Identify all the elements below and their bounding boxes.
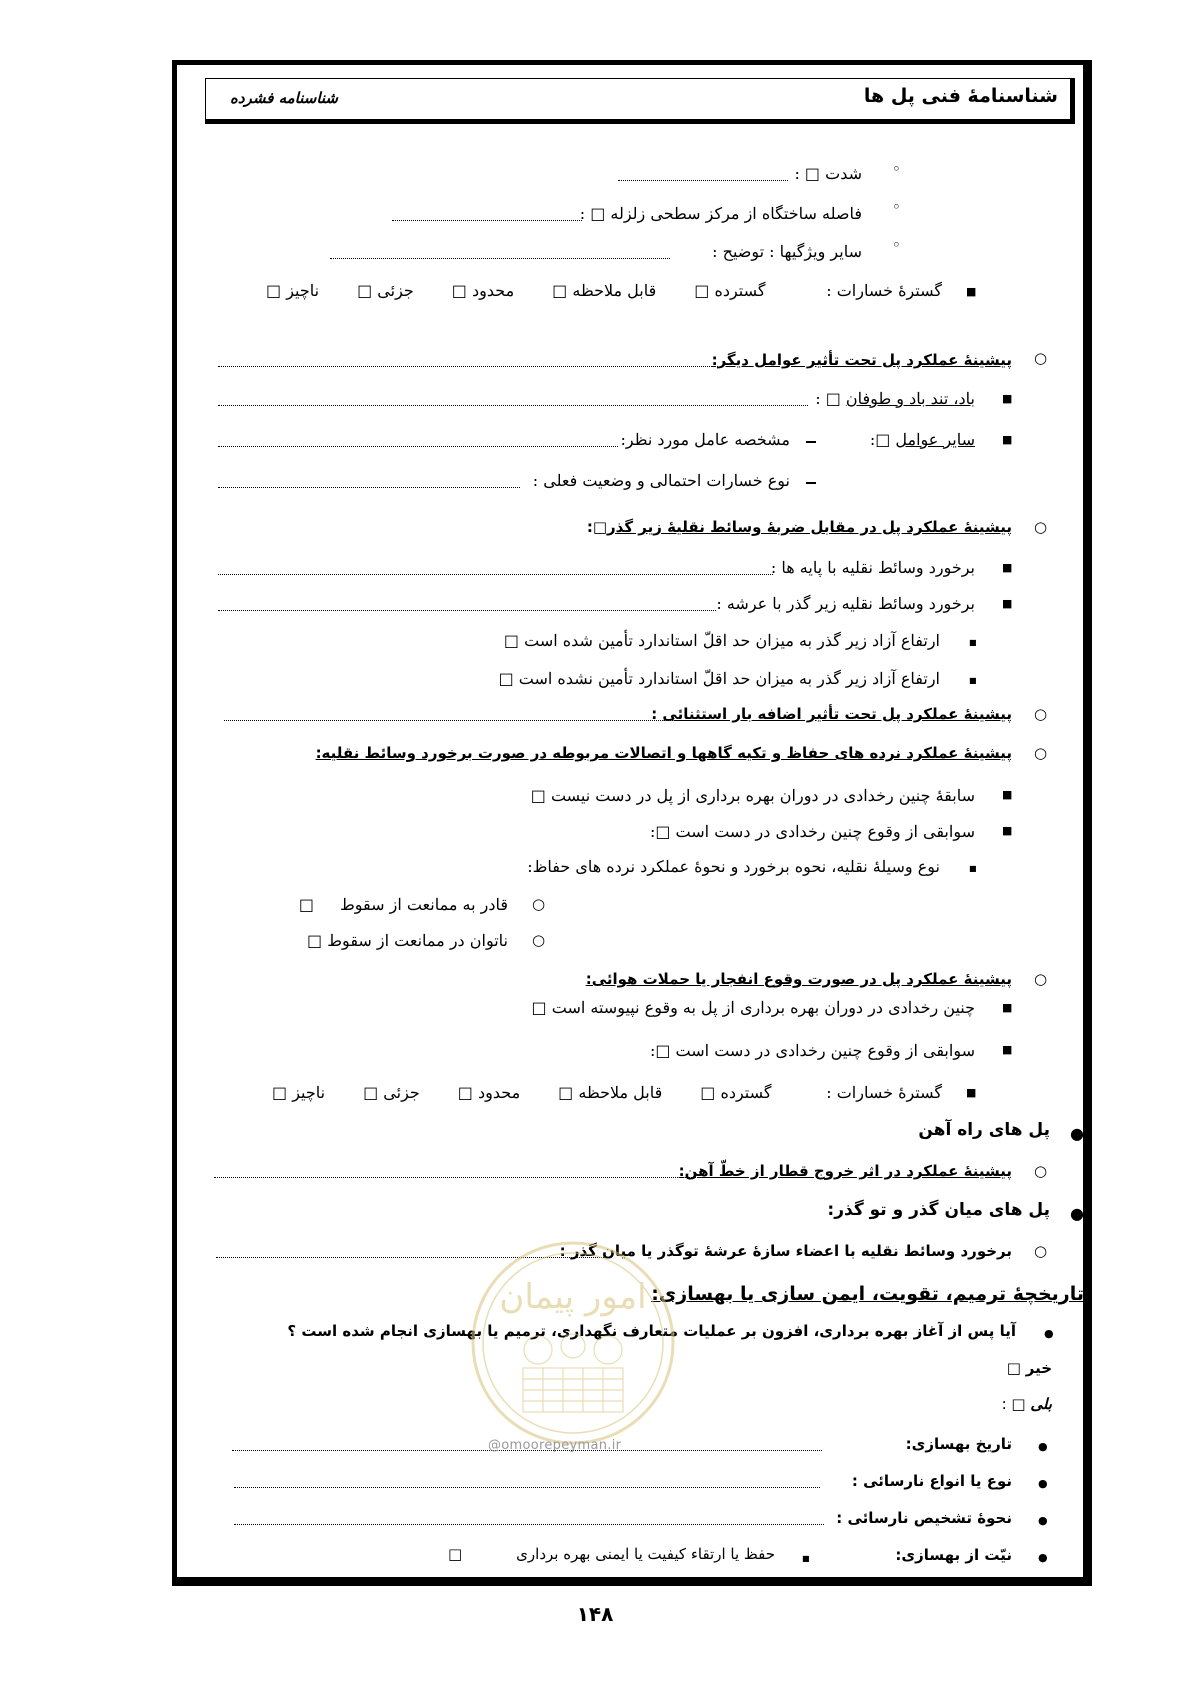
small-square-bullet-icon: ■ — [969, 676, 977, 685]
fill-line — [218, 405, 808, 406]
history-title: تاریخچۀ ترمیم، تقویت، ایمن سازی یا بهسازی: — [651, 1283, 1084, 1305]
fill-line — [224, 720, 699, 721]
square-bullet-icon: ■ — [966, 285, 977, 298]
intensity-label: شدت □ : — [794, 164, 862, 183]
other-factors-label: سایر عوامل □: — [869, 430, 975, 449]
damage-options-row-2 — [272, 1082, 772, 1104]
damage-option-negligible[interactable]: ناچیز □ — [266, 281, 320, 300]
section-vehicle-impact: پیشینۀ عملکرد پل در مقابل ضربۀ وسائط نقلیۀ زیر گذر□: — [586, 518, 1012, 536]
damage-option-considerable[interactable]: قابل ملاحظه □ — [558, 1083, 663, 1102]
fill-line — [218, 574, 773, 575]
rail-bridges-heading: پل های راه آهن — [918, 1120, 1050, 1140]
disc-bullet-icon: ● — [1038, 1514, 1048, 1527]
square-bullet-icon: ■ — [1002, 392, 1013, 405]
square-bullet-icon: ■ — [1002, 561, 1013, 574]
dash-bullet-icon — [806, 482, 816, 484]
clearance-ok-label[interactable]: ارتفاع آزاد زیر گذر به میزان حد اقلّ استاندارد تأمین شده است □ — [503, 631, 940, 650]
epicenter-distance-label: فاصله ساختگاه از مرکز سطحی زلزله □ : — [579, 204, 862, 223]
small-square-bullet-icon: ■ — [969, 638, 977, 647]
damage-type-label: نوع خسارات احتمالی و وضعیت فعلی : — [532, 471, 790, 490]
small-square-bullet-icon: ■ — [969, 864, 977, 873]
disc-bullet-icon: ● — [1038, 1477, 1048, 1490]
other-features-label: سایر ویژگیها : توضیح : — [712, 242, 862, 261]
fill-line — [234, 1487, 820, 1488]
hollow-bullet-icon: ○ — [532, 931, 546, 949]
fill-line — [218, 610, 716, 611]
fill-line — [234, 1524, 824, 1525]
records-exist-label[interactable]: سوابقی از وقوع چنین رخدادی در دست است □: — [649, 822, 975, 841]
watermark-url: @omoorepeyman.ir — [488, 1438, 622, 1453]
fill-line — [618, 180, 788, 181]
no-record-label[interactable]: سابقۀ چنین رخدادی در دوران بهره برداری از پل در دست نیست □ — [530, 786, 975, 805]
hollow-bullet-icon: ◦ — [892, 198, 901, 216]
intent-option-label[interactable]: حفظ یا ارتقاء کیفیت یا ایمنی بهره برداری — [516, 1545, 775, 1563]
fill-line — [330, 258, 670, 259]
fill-line — [218, 366, 718, 367]
not-happened-label[interactable]: چنین رخدادی در دوران بهره برداری از پل به وقوع نپیوسته است □ — [531, 998, 975, 1017]
header-subtitle: شناسنامه فشرده — [230, 89, 338, 107]
intent-option-box[interactable]: □ — [448, 1545, 463, 1563]
square-bullet-icon: ■ — [1002, 1001, 1013, 1014]
able-to-prevent-label[interactable]: قادر به ممانعت از سقوط□ — [298, 895, 508, 914]
damage-option-partial[interactable]: جزئی □ — [357, 281, 414, 300]
hollow-bullet-icon: ○ — [1034, 705, 1048, 723]
diagnosis-label: نحوۀ تشخیص نارسائی : — [836, 1509, 1012, 1527]
section-member-impact: برخورد وسائط نقلیه با اعضاء سازۀ عرشۀ توگذر یا میان گذر : — [559, 1242, 1012, 1260]
damage-option-extensive[interactable]: گسترده □ — [700, 1083, 772, 1102]
clearance-not-label[interactable]: ارتفاع آزاد زیر گذر به میزان حد اقلّ استاندارد تأمین نشده است □ — [498, 669, 940, 688]
square-bullet-icon: ■ — [1002, 433, 1013, 446]
svg-text:امور پیمان: امور پیمان — [499, 1277, 647, 1317]
hollow-bullet-icon: ◦ — [892, 160, 901, 178]
damage-option-limited[interactable]: محدود □ — [457, 1083, 521, 1102]
option-no[interactable]: خیر □ — [1006, 1359, 1052, 1377]
rehab-date-label: تاریخ بهسازی: — [905, 1435, 1012, 1453]
fill-line — [392, 220, 582, 221]
disc-bullet-icon: ● — [1044, 1327, 1054, 1340]
unable-to-prevent-label[interactable]: ناتوان در ممانعت از سقوط □ — [307, 931, 508, 950]
section-other-factors: پیشینۀ عملکرد پل تحت تأثیر عوامل دیگر: — [711, 351, 1012, 369]
fill-line — [214, 1177, 696, 1178]
square-bullet-icon: ■ — [1002, 597, 1013, 610]
hollow-bullet-icon: ○ — [1034, 349, 1048, 367]
section-explosion: پیشینۀ عملکرد پل در صورت وقوع انفجار یا حملات هوائی: — [585, 970, 1012, 988]
watermark-logo-icon — [468, 1238, 678, 1448]
square-bullet-icon: ■ — [1002, 824, 1013, 837]
specify-factor-label: مشخصه عامل مورد نظر: — [620, 430, 790, 449]
hollow-bullet-icon: ○ — [1034, 970, 1048, 988]
square-bullet-icon: ■ — [1002, 788, 1013, 801]
impact-deck-label: برخورد وسائط نقلیه زیر گذر با عرشه : — [716, 594, 975, 613]
disc-bullet-icon: ● — [1070, 1124, 1084, 1143]
disc-bullet-icon: ● — [1070, 1204, 1084, 1223]
hollow-bullet-icon: ○ — [1034, 518, 1048, 536]
hollow-bullet-icon: ○ — [1034, 744, 1048, 762]
intent-label: نیّت از بهسازی: — [895, 1546, 1012, 1564]
records-exist-2-label[interactable]: سوابقی از وقوع چنین رخدادی در دست است □: — [649, 1041, 975, 1060]
damage-extent-2-label: گسترۀ خسارات : — [826, 1083, 942, 1102]
page-header — [205, 78, 1075, 124]
square-bullet-icon: ■ — [1002, 1043, 1013, 1056]
defect-type-label: نوع یا انواع نارسائی : — [851, 1472, 1012, 1490]
vehicle-type-label: نوع وسیلۀ نقلیه، نحوه برخورد و نحوۀ عملکرد نرده های حفاظ: — [527, 857, 940, 876]
fill-line — [218, 446, 618, 447]
through-bridges-heading: پل های میان گذر و تو گذر: — [827, 1200, 1050, 1220]
header-title: شناسنامۀ فنی پل ها — [863, 85, 1058, 107]
damage-option-limited[interactable]: محدود □ — [451, 281, 515, 300]
disc-bullet-icon: ● — [1038, 1440, 1048, 1453]
wind-label: باد، تند باد و طوفان □ : — [815, 389, 975, 408]
fill-line — [218, 487, 520, 488]
damage-option-negligible[interactable]: ناچیز □ — [272, 1083, 326, 1102]
damage-option-partial[interactable]: جزئی □ — [363, 1083, 420, 1102]
small-square-bullet-icon: ■ — [802, 1554, 810, 1563]
hollow-bullet-icon: ◦ — [892, 236, 901, 254]
section-railings: پیشینۀ عملکرد نرده های حفاظ و تکیه گاهها و اتصالات مربوطه در صورت برخورد وسائط نقلیه: — [315, 744, 1012, 762]
rehab-question: آیا پس از آغاز بهره برداری، افزون بر عملیات متعارف نگهداری، ترمیم یا بهسازی انجام شده است ؟ — [287, 1322, 1016, 1340]
section-derailment: پیشینۀ عملکرد در اثر خروج قطار از خطّ آهن: — [678, 1162, 1012, 1180]
damage-option-extensive[interactable]: گسترده □ — [694, 281, 766, 300]
damage-option-considerable[interactable]: قابل ملاحظه □ — [552, 281, 657, 300]
option-yes[interactable]: بلی □ : — [1001, 1395, 1052, 1413]
hollow-bullet-icon: ○ — [1034, 1242, 1048, 1260]
disc-bullet-icon: ● — [1038, 1551, 1048, 1564]
hollow-bullet-icon: ○ — [532, 895, 546, 913]
section-overload: پیشینۀ عملکرد پل تحت تأثیر اضافه بار استثنائی : — [651, 705, 1012, 723]
square-bullet-icon: ■ — [966, 1086, 977, 1099]
damage-extent-label: گسترۀ خسارات : — [826, 281, 942, 300]
page-number: ۱۴۸ — [576, 1602, 614, 1626]
damage-options-row — [266, 280, 766, 302]
dash-bullet-icon — [806, 441, 816, 443]
hollow-bullet-icon: ○ — [1034, 1162, 1048, 1180]
impact-piers-label: برخورد وسائط نقلیه با پایه ها : — [770, 558, 975, 577]
